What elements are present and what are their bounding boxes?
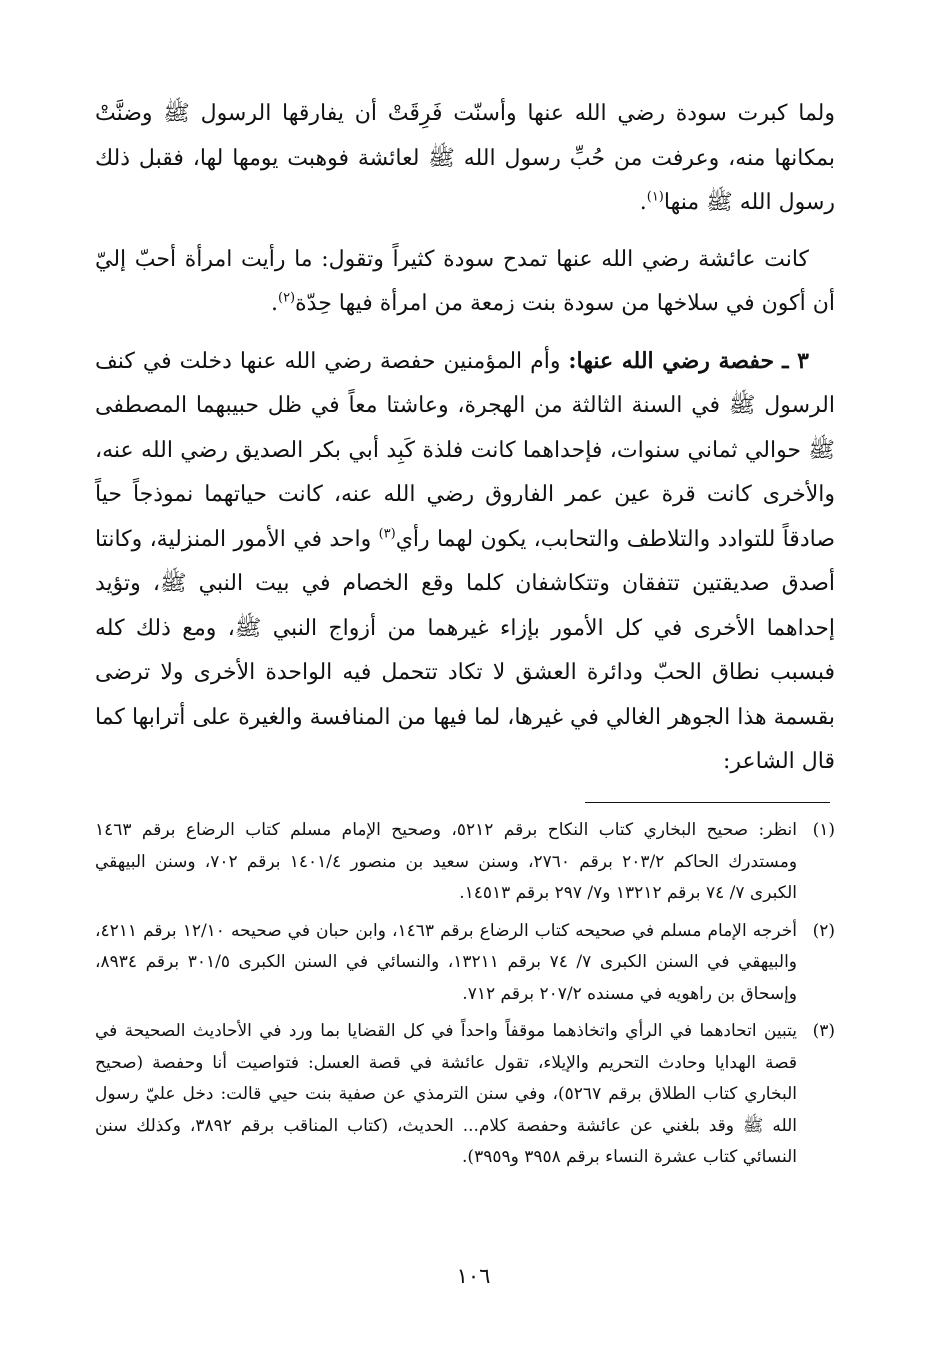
- section-text-continued: واحد في الأمور المنزلية، وكانتا أصدق صديقتين تتفقان وتتكاشفان كلما وقع الخصام في بيت النبي ﷺ، وتؤيد إحداهما الأخرى في كل الأمور بإزاء غيرهما من أزواج النبي ﷺ، ومع ذلك كله فبسبب نطاق الحبّ ودائرة العشق لا تكاد تتحمل فيه الواحدة الأخرى ولا ترضى بقسمة هذا الجوهر الغالي في غيرها، لما فيها من المنافسة والغيرة على أترابها كما قال الشاعر:: [95, 526, 835, 774]
- paragraph-aisha-praise: [95, 238, 835, 327]
- paragraph-end: .: [270, 291, 278, 316]
- footnote-text: أخرجه الإمام مسلم في صحيحه كتاب الرضاع برقم ١٤٦٣، وابن حبان في صحيحه ١٢/١٠ برقم ٤٢١١، والبيهقي في السنن الكبرى ٧/ ٧٤ برقم ١٣٢١١، والنسائي في السنن الكبرى ٣٠١/٥ برقم ٨٩٣٤، وإسحاق بن راهويه في مسنده ٢٠٧/٢ برقم ٧١٢.: [95, 920, 798, 1004]
- section-number: ٣ ـ: [782, 347, 809, 374]
- footnote-3: [95, 1016, 835, 1174]
- paragraph-sawda-gift: [95, 92, 835, 226]
- footnote-ref-1[interactable]: (١): [646, 189, 664, 205]
- footnote-number: (١): [812, 820, 835, 840]
- footnote-ref-2[interactable]: (٢): [277, 290, 296, 306]
- paragraph-text: كانت عائشة رضي الله عنها تمدح سودة كثيراً وتقول: ما رأيت امرأة أحبّ إليّ أن أكون في سلاخها من سودة بنت زمعة من امرأة فيها حِدّة: [95, 246, 835, 316]
- main-text: [95, 92, 835, 797]
- paragraph-hafsa: [95, 339, 835, 785]
- section-title: حفصة رضي الله عنها:: [568, 347, 775, 374]
- footnote-text: انظر: صحيح البخاري كتاب النكاح برقم ٥٢١٢، وصحيح الإمام مسلم كتاب الرضاع برقم ١٤٦٣ ومستدرك الحاكم ٢٠٣/٢ برقم ٢٧٦٠، وسنن سعيد بن منصور ١٤٠١/٤ برقم ٧٠٢، وسنن البيهقي الكبرى ٧/ ٧٤ برقم ١٣٢١٢ و٧/ ٢٩٧ برقم ١٤٥١٣.: [95, 820, 798, 903]
- footnote-1: [95, 815, 835, 910]
- footnote-number: (٣): [812, 1021, 835, 1041]
- footnote-separator: [585, 802, 830, 803]
- footnote-2: [95, 916, 835, 1011]
- paragraph-end: .: [639, 190, 647, 215]
- section-text: وأم المؤمنين حفصة رضي الله عنها دخلت في كنف الرسول ﷺ في السنة الثالثة من الهجرة، وعاشتا معاً في ظل حبيبهما المصطفى ﷺ حوالي ثماني سنوات، فإحداهما كانت فلذة كَبِد أبي بكر الصديق رضي الله عنه، والأخرى كانت قرة عين عمر الفاروق رضي الله عنه، كانت حياتهما نموذجاً حياً صادقاً للتوادد والتلاطف والتحابب، يكون لهما رأي: [95, 348, 835, 552]
- footnote-text: يتبين اتحادهما في الرأي واتخاذهما موقفاً واحداً في كل القضايا بما ورد في الأحاديث الصحيحة في قصة الهدايا وحادث التحريم والإيلاء، تقول عائشة في قصة العسل: فتواصيت أنا وحفصة (صحيح البخاري كتاب الطلاق برقم ٥٢٦٧)، وفي سنن الترمذي عن صفية بنت حيي قالت: دخل عليّ رسول الله ﷺ وقد بلغني عن عائشة وحفصة كلام... الحديث، (كتاب المناقب برقم ٣٨٩٢، وكذلك سنن النسائي كتاب عشرة النساء برقم ٣٩٥٨ و٣٩٥٩).: [95, 1021, 798, 1167]
- footnote-ref-3[interactable]: (٣): [378, 526, 396, 542]
- page-number: ١٠٦: [456, 1264, 491, 1288]
- footnotes: [95, 815, 835, 1180]
- footnote-number: (٢): [812, 920, 835, 941]
- paragraph-text: ولما كبرت سودة رضي الله عنها وأسنّت فَرِقَتْ أن يفارقها الرسول ﷺ وضنَّتْ بمكانها منه، وعرفت من حُبِّ رسول الله ﷺ لعائشة فوهبت يومها لها، فقبل ذلك رسول الله ﷺ منها: [95, 101, 835, 215]
